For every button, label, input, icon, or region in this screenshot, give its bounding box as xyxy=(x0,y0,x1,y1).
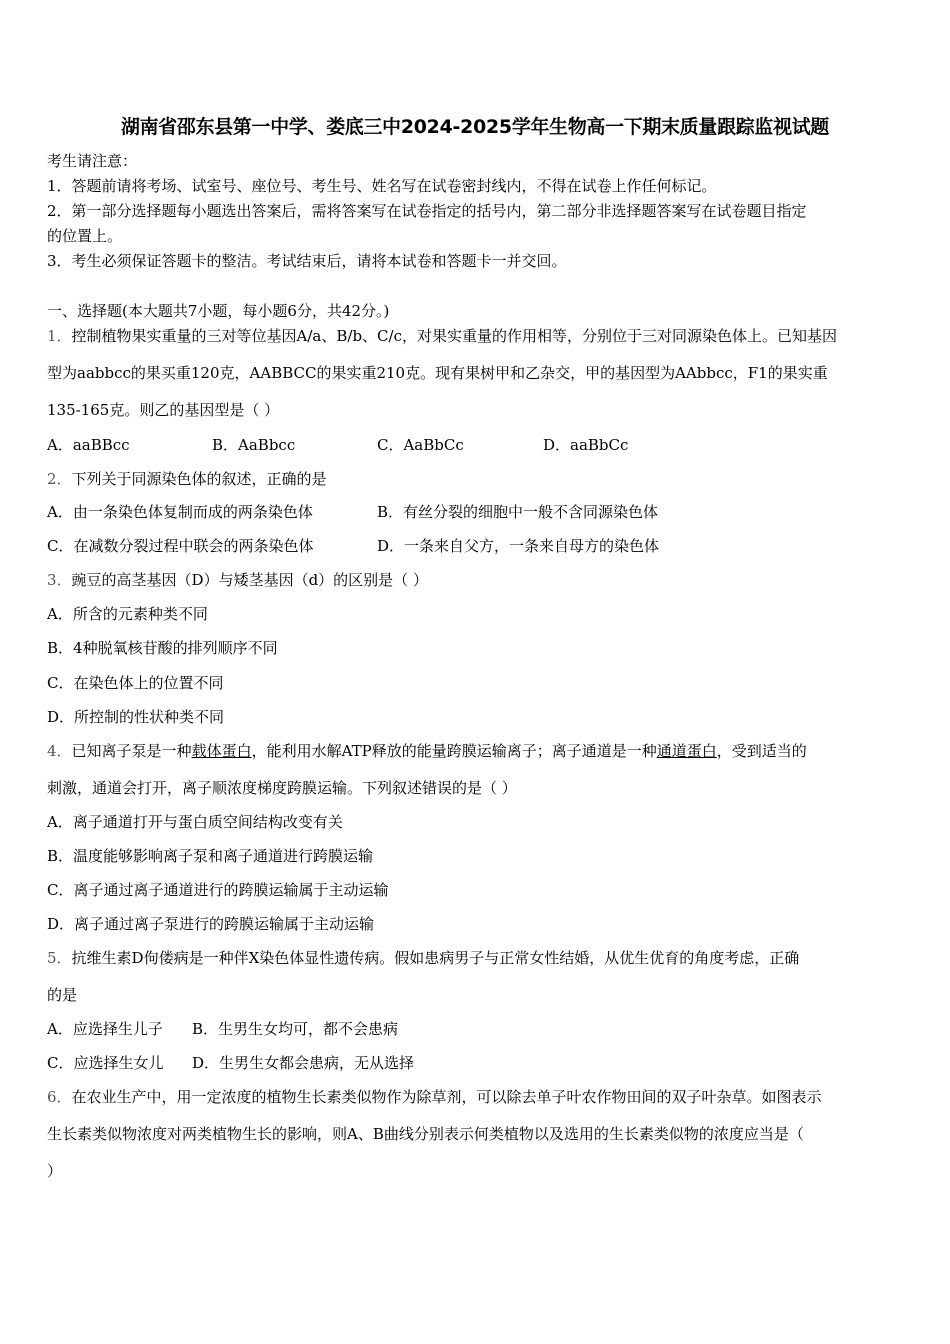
question-4-number: 4． xyxy=(47,742,72,760)
question-1-number: 1． xyxy=(47,327,72,345)
question-4-text-b: ，能利用水解ATP释放的能量跨膜运输离子；离子通道是一种 xyxy=(251,742,657,760)
question-3-option-b[interactable]: B．4种脱氧核苷酸的排列顺序不同 xyxy=(47,639,278,657)
question-4-term-carrier-protein: 载体蛋白 xyxy=(191,742,252,760)
question-1-line-1 xyxy=(47,326,837,346)
question-3-line-1 xyxy=(47,570,428,590)
question-3-option-d[interactable]: D．所控制的性状种类不同 xyxy=(47,708,225,726)
question-3-option-a[interactable]: A．所含的元素种类不同 xyxy=(47,605,208,623)
question-5-option-c[interactable]: C．应选择生女儿 xyxy=(47,1054,164,1072)
question-3-option-c[interactable]: C．在染色体上的位置不同 xyxy=(47,674,224,692)
question-5-option-d[interactable]: D．生男生女都会患病，无从选择 xyxy=(192,1054,415,1072)
question-2-option-b[interactable]: B．有丝分裂的细胞中一般不含同源染色体 xyxy=(377,503,659,521)
question-4-term-channel-protein: 通道蛋白 xyxy=(656,742,717,760)
question-1-option-a[interactable]: A．aaBBcc xyxy=(47,436,130,454)
question-6-number: 6． xyxy=(47,1088,72,1106)
notice-item-3: 3．考生必须保证答题卡的整洁。考试结束后，请将本试卷和答题卡一并交回。 xyxy=(47,252,567,270)
question-1-line-2: 型为aabbcc的果买重120克，AABBCC的果实重210克。现有果树甲和乙杂交，甲的基因型为AAbbcc，F1的果实重 xyxy=(47,364,828,382)
question-2-option-c[interactable]: C．在减数分裂过程中联会的两条染色体 xyxy=(47,537,314,555)
question-6-line-3: ） xyxy=(47,1162,63,1180)
question-4-text-a: 已知离子泵是一种 xyxy=(71,742,192,760)
question-5-line-1 xyxy=(47,948,799,968)
notice-item-1: 1．答题前请将考场、试室号、座位号、考生号、姓名写在试卷密封线内，不得在试卷上作任何标记。 xyxy=(47,177,717,195)
notice-item-2: 2．第一部分选择题每小题选出答案后，需将答案写在试卷指定的括号内，第二部分非选择题答案写在试卷题目指定 xyxy=(47,202,807,220)
question-4-option-d[interactable]: D．离子通过离子泵进行的跨膜运输属于主动运输 xyxy=(47,915,375,933)
question-2-stem: 下列关于同源染色体的叙述，正确的是 xyxy=(71,470,327,488)
question-6-line-2: 生长素类似物浓度对两类植物生长的影响，则A、B曲线分别表示何类植物以及选用的生长素类似物的浓度应当是（ xyxy=(47,1125,804,1143)
question-3-number: 3． xyxy=(47,571,72,589)
question-4-line-1 xyxy=(47,741,807,761)
question-4-option-c[interactable]: C．离子通过离子通道进行的跨膜运输属于主动运输 xyxy=(47,881,389,899)
question-1-line-3: 135-165克。则乙的基因型是（ ） xyxy=(47,401,280,419)
question-2-option-a[interactable]: A．由一条染色体复制而成的两条染色体 xyxy=(47,503,313,521)
question-1-option-b[interactable]: B．AaBbcc xyxy=(212,436,296,454)
question-5-text-1: 抗维生素D佝偻病是一种伴X染色体显性遗传病。假如患病男子与正常女性结婚，从优生优育的角度考虑，正确 xyxy=(71,949,800,967)
question-3-stem: 豌豆的高茎基因（D）与矮茎基因（d）的区别是（ ） xyxy=(71,571,428,589)
question-4-line-2: 刺激，通道会打开，离子顺浓度梯度跨膜运输。下列叙述错误的是（ ） xyxy=(47,779,517,797)
question-5-line-2: 的是 xyxy=(47,986,78,1004)
question-1-option-d[interactable]: D．aaBbCc xyxy=(543,436,629,454)
question-1-text-1: 控制植物果实重量的三对等位基因A/a、B/b、C/c，对果实重量的作用相等，分别位于三对同源染色体上。已知基因 xyxy=(71,327,837,345)
exam-title: 湖南省邵东县第一中学、娄底三中2024-2025学年生物高一下期末质量跟踪监视试题 xyxy=(120,116,830,138)
question-4-text-c: ，受到适当的 xyxy=(716,742,807,760)
question-4-option-a[interactable]: A．离子通道打开与蛋白质空间结构改变有关 xyxy=(47,813,343,831)
question-5-option-a[interactable]: A．应选择生儿子 xyxy=(47,1020,163,1038)
notice-item-2-cont: 的位置上。 xyxy=(47,227,123,245)
question-4-option-b[interactable]: B．温度能够影响离子泵和离子通道进行跨膜运输 xyxy=(47,847,374,865)
question-2-line-1 xyxy=(47,469,327,489)
question-5-option-b[interactable]: B．生男生女均可，都不会患病 xyxy=(192,1020,399,1038)
question-6-line-1 xyxy=(47,1087,822,1107)
question-5-number: 5． xyxy=(47,949,72,967)
section-heading: 一、选择题(本大题共7小题，每小题6分，共42分。) xyxy=(47,302,390,320)
question-2-number: 2． xyxy=(47,470,72,488)
question-6-text-1: 在农业生产中，用一定浓度的植物生长素类似物作为除草剂，可以除去单子叶农作物田间的双子叶杂草。如图表示 xyxy=(71,1088,822,1106)
question-1-option-c[interactable]: C．AaBbCc xyxy=(377,436,464,454)
question-2-option-d[interactable]: D．一条来自父方，一条来自母方的染色体 xyxy=(377,537,660,555)
notice-heading: 考生请注意： xyxy=(47,152,138,170)
